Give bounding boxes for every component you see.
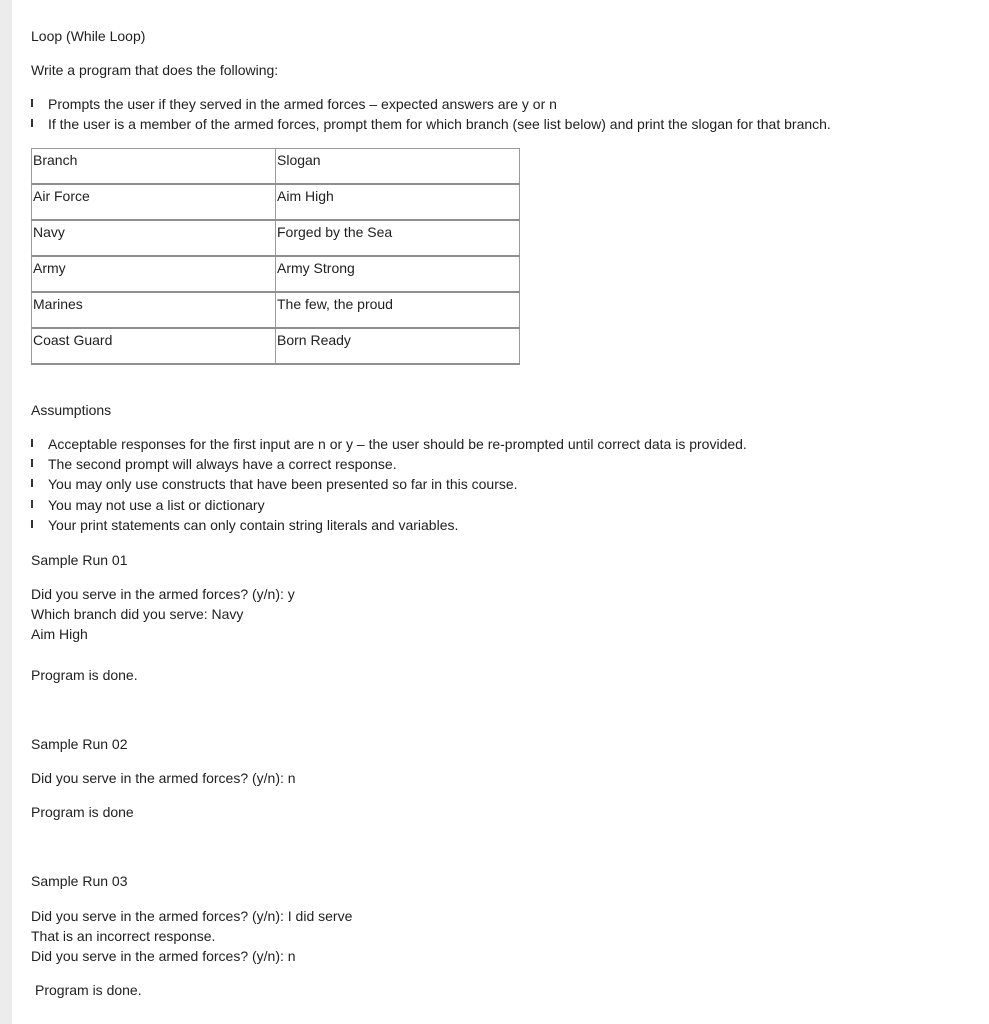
branch-cell: Coast Guard: [32, 328, 276, 364]
sample-run-line: Aim High: [31, 626, 88, 642]
bullet-marker: [31, 479, 33, 487]
document-page: [12, 0, 989, 1024]
sample-run-footer: Program is done.: [31, 667, 138, 683]
bullet-marker: [31, 459, 33, 467]
slogan-cell: The few, the proud: [276, 292, 520, 328]
assumption-item: You may only use constructs that have been presented so far in this course.: [48, 476, 518, 492]
assumption-item: You may not use a list or dictionary: [48, 497, 265, 513]
branch-cell: Marines: [32, 292, 276, 328]
sample-run-heading: Sample Run 01: [31, 552, 128, 568]
sample-run-heading: Sample Run 02: [31, 736, 128, 752]
assumption-item: The second prompt will always have a correct response.: [48, 456, 397, 472]
assumptions-heading: Assumptions: [31, 402, 112, 418]
slogan-cell: Born Ready: [276, 328, 520, 364]
requirement-item: Prompts the user if they served in the armed forces – expected answers are y or n: [48, 96, 557, 112]
bullet-marker: [31, 500, 33, 508]
bullet-marker: [31, 99, 33, 107]
branch-cell: Air Force: [32, 184, 276, 220]
table-header-branch: Branch: [32, 149, 276, 185]
sample-run-heading: Sample Run 03: [31, 873, 128, 889]
sample-run-line: Did you serve in the armed forces? (y/n): I did serve: [31, 908, 353, 924]
requirement-item: If the user is a member of the armed forces, prompt them for which branch (see list below) and print the slogan for that branch.: [48, 116, 831, 132]
assumption-item: Your print statements can only contain string literals and variables.: [48, 517, 459, 533]
sample-run-footer: Program is done: [31, 804, 134, 820]
sample-run-footer: Program is done.: [35, 982, 142, 998]
table-row: [32, 184, 520, 220]
table-row: [32, 220, 520, 256]
slogan-cell: Aim High: [276, 184, 520, 220]
slogan-cell: Forged by the Sea: [276, 220, 520, 256]
sample-run-line: That is an incorrect response.: [31, 928, 216, 944]
sample-run-line: Which branch did you serve: Navy: [31, 606, 244, 622]
table-row: [32, 328, 520, 364]
page-title: Loop (While Loop): [31, 28, 146, 44]
table-row: [32, 292, 520, 328]
table-row: [32, 256, 520, 292]
branch-cell: Army: [32, 256, 276, 292]
bullet-marker: [31, 520, 33, 528]
bullet-marker: [31, 119, 33, 127]
sample-run-line: Did you serve in the armed forces? (y/n): n: [31, 770, 296, 786]
assumption-item: Acceptable responses for the first input are n or y – the user should be re-prompted until correct data is provided.: [48, 436, 747, 452]
table-header-row: [32, 149, 520, 185]
table-header-slogan: Slogan: [276, 149, 520, 185]
sample-run-line: Did you serve in the armed forces? (y/n): n: [31, 948, 296, 964]
sample-run-line: Did you serve in the armed forces? (y/n): y: [31, 586, 295, 602]
branch-cell: Navy: [32, 220, 276, 256]
bullet-marker: [31, 439, 33, 447]
slogan-cell: Army Strong: [276, 256, 520, 292]
branch-slogan-table: [31, 148, 520, 365]
intro-text: Write a program that does the following:: [31, 62, 279, 78]
